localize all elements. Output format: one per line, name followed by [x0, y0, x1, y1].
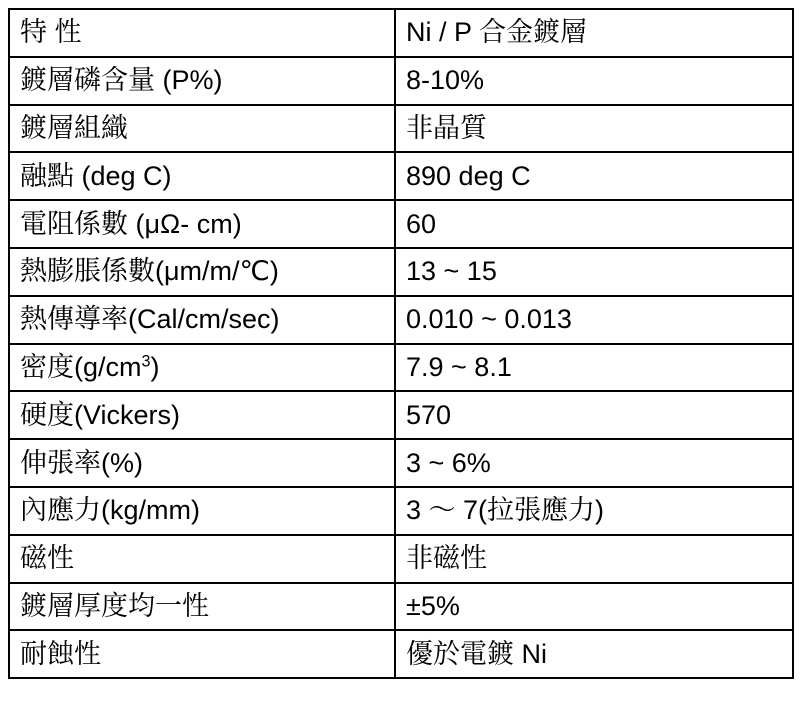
value-cell: 8-10%: [395, 57, 793, 105]
table-row: [9, 487, 793, 535]
table-row: [9, 391, 793, 439]
property-cell: 熱膨脹係數(μm/m/℃): [9, 248, 395, 296]
property-cell: 耐蝕性: [9, 630, 395, 678]
property-text: 密度(g/cm: [20, 351, 142, 382]
table-row: [9, 152, 793, 200]
superscript-exponent: 3: [141, 352, 151, 371]
property-cell: 伸張率(%): [9, 439, 395, 487]
header-value-cell: Ni / P 合金鍍層: [395, 9, 793, 57]
property-cell: 磁性: [9, 535, 395, 583]
value-cell: 7.9 ~ 8.1: [395, 344, 793, 392]
property-cell: 內應力(kg/mm): [9, 487, 395, 535]
table-row: [9, 630, 793, 678]
table-row: [9, 535, 793, 583]
table-row: [9, 200, 793, 248]
table-row: [9, 439, 793, 487]
table-row: [9, 105, 793, 153]
property-cell: 電阻係數 (μΩ- cm): [9, 200, 395, 248]
property-cell: 鍍層厚度均一性: [9, 583, 395, 631]
value-cell: 非磁性: [395, 535, 793, 583]
document-page: [8, 8, 792, 705]
table-header-row: [9, 9, 793, 57]
table-row: [9, 248, 793, 296]
property-cell: 硬度(Vickers): [9, 391, 395, 439]
property-cell: 鍍層組織: [9, 105, 395, 153]
properties-table: [8, 8, 794, 679]
table-row: [9, 344, 793, 392]
value-cell: 890 deg C: [395, 152, 793, 200]
value-cell: 0.010 ~ 0.013: [395, 296, 793, 344]
value-cell: 13 ~ 15: [395, 248, 793, 296]
value-cell: 3 ~ 6%: [395, 439, 793, 487]
value-cell: ±5%: [395, 583, 793, 631]
header-property-cell: 特 性: [9, 9, 395, 57]
table-row: [9, 583, 793, 631]
value-cell: 優於電鍍 Ni: [395, 630, 793, 678]
property-text-close: ): [150, 351, 160, 382]
property-cell: [9, 344, 395, 392]
table-row: [9, 57, 793, 105]
value-cell: 3 ～ 7(拉張應力): [395, 487, 793, 535]
value-cell: 非晶質: [395, 105, 793, 153]
table-row: [9, 296, 793, 344]
value-cell: 570: [395, 391, 793, 439]
property-cell: 融點 (deg C): [9, 152, 395, 200]
value-cell: 60: [395, 200, 793, 248]
property-cell: 鍍層磷含量 (P%): [9, 57, 395, 105]
property-cell: 熱傳導率(Cal/cm/sec): [9, 296, 395, 344]
